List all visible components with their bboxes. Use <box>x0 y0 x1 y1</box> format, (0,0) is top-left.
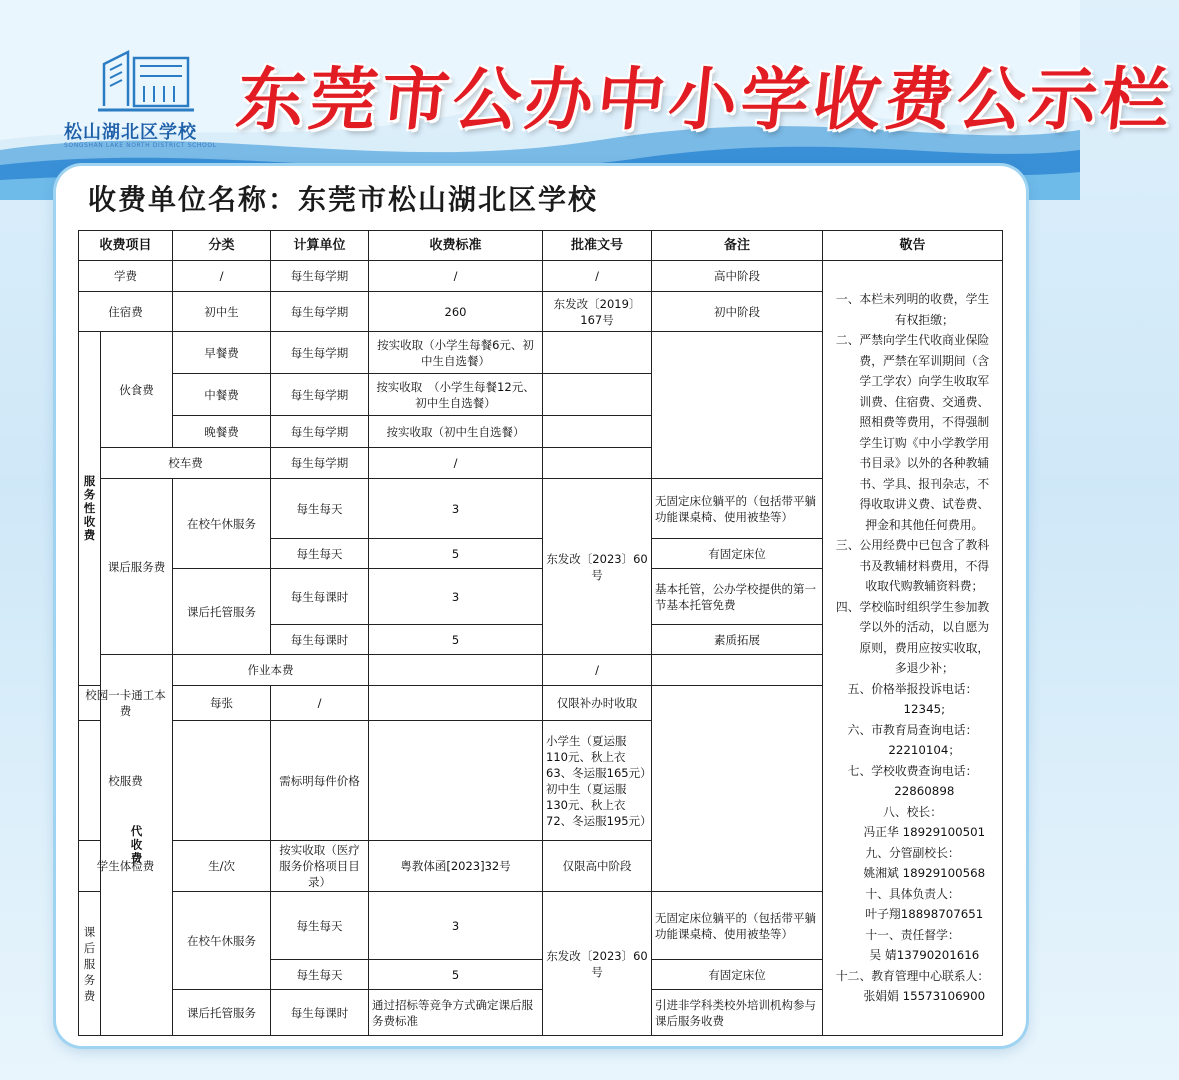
standard-cell: 通过招标等竞争方式确定课后服务费标准 <box>369 990 543 1036</box>
standard-cell: 5 <box>369 960 543 990</box>
header-cell: 收费标准 <box>369 231 543 261</box>
note-cell: 仅限补办时收取 <box>543 686 652 721</box>
notice-line: 费，严禁在军训期间（含 <box>835 353 990 368</box>
fee-table <box>78 230 1003 1036</box>
category-cell: 晚餐费 <box>173 416 271 448</box>
school-logo <box>62 36 232 154</box>
note-cell: 有固定床位 <box>652 960 823 990</box>
notice-line: 六、市教育局查询电话： <box>847 722 978 737</box>
item-cell: 学生体检费 <box>79 841 173 892</box>
category-cell: 在校午休服务 <box>173 479 271 569</box>
standard-cell: 260 <box>369 292 543 332</box>
approval-cell: 东发改〔2019〕167号 <box>543 292 652 332</box>
notice-line: 八、校长： <box>883 804 943 819</box>
approval-cell: 粤教体函[2023]32号 <box>369 841 543 892</box>
fee-unit-title: 收费单位名称：东莞市松山湖北区学校 <box>88 183 599 216</box>
approval-cell <box>652 655 823 686</box>
page-title: 东莞市公办中小学收费公示栏 <box>232 60 1178 140</box>
standard-cell: 按实收取（医疗服务价格项目目录） <box>271 841 369 892</box>
notice-line: 收取代购教辅资料费； <box>841 579 984 594</box>
group-label-agency: 代收费 <box>101 655 173 1036</box>
standard-cell: 按实收取（小学生每餐6元、初中生自选餐） <box>369 332 543 374</box>
note-cell: 仅限高中阶段 <box>543 841 652 892</box>
school-building-icon <box>98 44 194 116</box>
notice-cell <box>823 261 1003 1036</box>
standard-cell: / <box>543 655 652 686</box>
note-cell: 引进非学科类校外培训机构参与课后服务收费 <box>652 990 823 1036</box>
item-cell: 课后服务费 <box>79 892 101 1036</box>
note-cell: 初中阶段 <box>652 292 823 332</box>
notice-line: 有权拒缴； <box>871 312 954 327</box>
category-cell: 课后托管服务 <box>173 569 271 655</box>
standard-cell: 3 <box>369 569 543 625</box>
unit-cell: 每生每学期 <box>271 332 369 374</box>
notice-line: 书、学具、报刊杂志，不 <box>835 476 990 491</box>
note-cell: 无固定床位躺平的（包括带平躺功能课桌椅、使用被垫等） <box>652 479 823 539</box>
uniform-note-primary: 小学生（夏运服110元、秋上衣63、冬运服165元） <box>546 733 652 780</box>
unit-cell: 每生每天 <box>271 960 369 990</box>
header-cell: 计算单位 <box>271 231 369 261</box>
header <box>0 0 1178 160</box>
unit-cell: 每生每学期 <box>271 292 369 332</box>
unit-cell: 每张 <box>173 686 271 721</box>
notice-line: 张娟娟 15573106900 <box>839 989 986 1004</box>
note-cell: 无固定床位躺平的（包括带平躺功能课桌椅、使用被垫等） <box>652 892 823 960</box>
note-cell <box>652 332 823 479</box>
approval-cell <box>369 686 543 721</box>
unit-cell: 每生每课时 <box>271 625 369 655</box>
header-cell: 收费项目 <box>79 231 173 261</box>
approval-cell: / <box>543 261 652 292</box>
standard-cell: 5 <box>369 625 543 655</box>
category-cell: 早餐费 <box>173 332 271 374</box>
approval-cell <box>543 374 652 416</box>
item-cell: 校服费 <box>79 721 173 841</box>
unit-cell: 生/次 <box>173 841 271 892</box>
note-cell: 素质拓展 <box>652 625 823 655</box>
notice-line: 学生订购《中小学教学用 <box>835 435 990 450</box>
header-cell: 敬告 <box>823 231 1003 261</box>
notice-line: 书目录》以外的各种教辅 <box>835 456 990 471</box>
notice-line: 十二、教育管理中心联系人： <box>835 968 990 983</box>
notice-line: 五、价格举报投诉电话： <box>847 681 978 696</box>
unit-cell: 每生每课时 <box>271 990 369 1036</box>
standard-cell: 按实收取 （小学生每餐12元、初中生自选餐） <box>369 374 543 416</box>
note-cell: 基本托管，公办学校提供的第一节基本托管免费 <box>652 569 823 625</box>
table-row <box>79 261 1003 292</box>
standard-cell: / <box>271 686 369 721</box>
notice-line: 十一、责任督学： <box>865 927 960 942</box>
notice-line: 训费、住宿费、交通费、 <box>835 394 990 409</box>
table-header-row <box>79 231 1003 261</box>
unit-cell: 每生每学期 <box>271 261 369 292</box>
notice-line: 三、公用经费中已包含了教科 <box>835 538 990 553</box>
approval-cell <box>543 416 652 448</box>
notice-line: 原则，费用应按实收取， <box>835 640 990 655</box>
notice-line: 冯正华 18929100501 <box>839 825 986 840</box>
notice-line: 姚湘斌 18929100568 <box>839 866 986 881</box>
notice-line: 书及教辅材料费用，不得 <box>835 558 990 573</box>
group-label-service: 服务性收费 <box>79 332 101 686</box>
notice-line: 12345; <box>879 702 946 717</box>
notice-line: 一、本栏未列明的收费，学生 <box>835 292 990 307</box>
approval-cell: 东发改〔2023〕60号 <box>543 892 652 1036</box>
unit-cell: 每生每天 <box>271 539 369 569</box>
unit-cell: 每生每天 <box>271 479 369 539</box>
notice-line: 学工学农）向学生收取军 <box>835 374 990 389</box>
notice-line: 多退少补； <box>871 661 954 676</box>
item-cell: 住宿费 <box>79 292 173 332</box>
unit-cell: 每生每课时 <box>271 569 369 625</box>
notice-line: 十、具体负责人： <box>865 886 960 901</box>
item-cell: 课后服务费 <box>101 479 173 655</box>
logo-english-name: SONGSHAN LAKE NORTH DISTRICT SCHOOL <box>64 142 217 149</box>
notice-line: 得收取讲义费、试卷费、 <box>835 497 990 512</box>
header-cell: 备注 <box>652 231 823 261</box>
notice-line: 七、学校收费查询电话： <box>847 763 978 778</box>
approval-cell: 东发改〔2023〕60号 <box>543 479 652 655</box>
header-cell: 分类 <box>173 231 271 261</box>
standard-cell: 3 <box>369 479 543 539</box>
notice-line: 22210104； <box>864 743 961 758</box>
category-cell: 课后托管服务 <box>173 990 271 1036</box>
unit-cell <box>173 721 271 841</box>
approval-cell <box>543 332 652 374</box>
category-cell: 初中生 <box>173 292 271 332</box>
notice-list <box>826 289 999 1007</box>
unit-cell: 每生每天 <box>271 892 369 960</box>
item-cell: 校园一卡通工本费 <box>79 686 173 721</box>
notice-line: 照相费等费用，不得强制 <box>835 415 990 430</box>
approval-cell <box>543 448 652 479</box>
item-cell: 校车费 <box>101 448 271 479</box>
item-cell: 伙食费 <box>101 332 173 448</box>
notice-line: 叶子翔18898707651 <box>841 907 984 922</box>
item-cell: 作业本费 <box>173 655 369 686</box>
notice-line: 吴 婧13790201616 <box>845 948 980 963</box>
unit-cell: 每生每学期 <box>271 448 369 479</box>
unit-cell: 每生每学期 <box>271 374 369 416</box>
notice-line: 四、学校临时组织学生参加教 <box>835 599 990 614</box>
item-cell: 学费 <box>79 261 173 292</box>
note-cell: 有固定床位 <box>652 539 823 569</box>
standard-cell: 需标明每件价格 <box>271 721 369 841</box>
standard-cell: / <box>369 448 543 479</box>
header-cell: 批准文号 <box>543 231 652 261</box>
standard-cell: / <box>369 261 543 292</box>
uniform-note-junior: 初中生（夏运服130元、秋上衣72、冬运服195元） <box>546 781 652 828</box>
notice-line: 押金和其他任何费用。 <box>841 517 984 532</box>
notice-line: 九、分管副校长： <box>865 845 960 860</box>
unit-cell <box>369 655 543 686</box>
category-cell: 中餐费 <box>173 374 271 416</box>
logo-school-name: 松山湖北区学校 <box>64 122 197 143</box>
unit-cell: 每生每学期 <box>271 416 369 448</box>
approval-cell <box>369 721 543 841</box>
standard-cell: 按实收取（初中生自选餐） <box>369 416 543 448</box>
category-cell: 在校午休服务 <box>173 892 271 990</box>
note-cell <box>543 721 652 841</box>
standard-cell: 5 <box>369 539 543 569</box>
standard-cell: 3 <box>369 892 543 960</box>
notice-line: 二、严禁向学生代收商业保险 <box>835 333 990 348</box>
category-cell: / <box>173 261 271 292</box>
note-cell: 高中阶段 <box>652 261 823 292</box>
notice-line: 学以外的活动，以自愿为 <box>835 620 990 635</box>
notice-line: 22860898 <box>870 784 955 799</box>
